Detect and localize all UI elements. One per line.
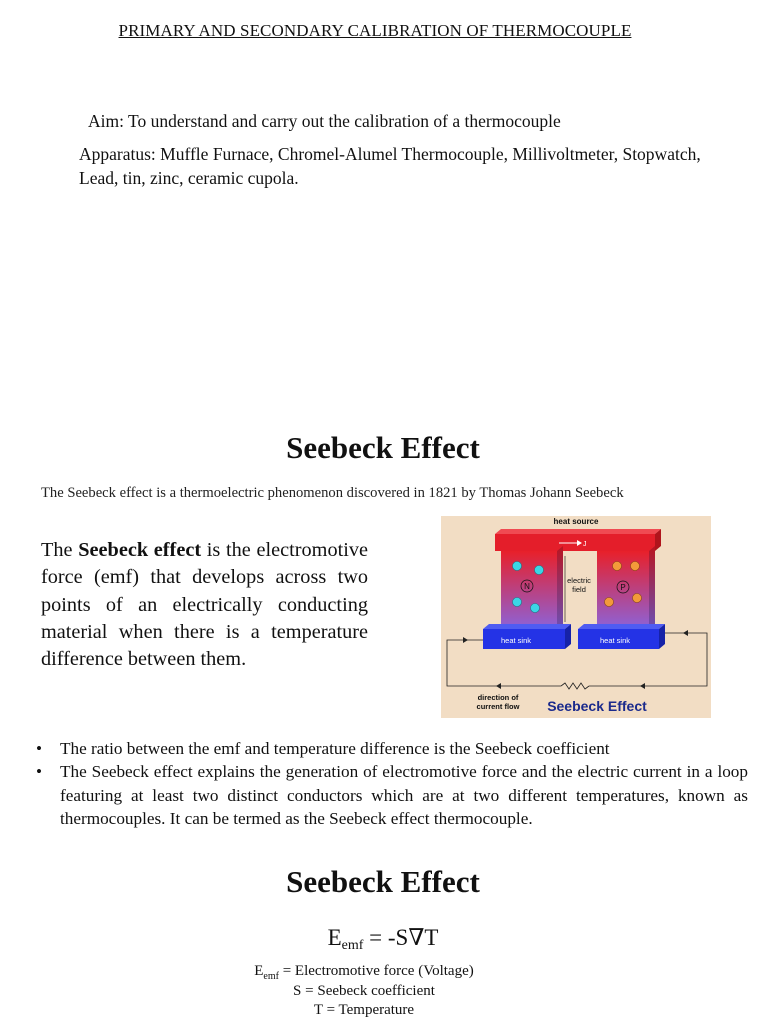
heat-source-label: heat source (553, 517, 599, 526)
legend-seebeck-coefficient (0, 983, 728, 1000)
definition-lead: The (41, 539, 79, 561)
legend-symbol: E (254, 963, 264, 979)
legend-text: = Electromotive force (Voltage) (278, 963, 474, 979)
legend-symbol: S (293, 983, 302, 999)
n-carrier-1 (513, 562, 522, 571)
bullet-text: The Seebeck effect explains the generation of electromotive force and the electric current in a loop featuring at least two distinct conductors which are at two different temperatures, known as thermocouples. It can be termed as the Seebeck effect thermocouple. (60, 762, 748, 828)
legend-symbol: T (313, 1002, 323, 1018)
p-carrier-1 (613, 562, 622, 571)
legend-text: = Temperature (322, 1002, 415, 1018)
heat-source-bar-top (495, 529, 661, 534)
bullet-marker: • (36, 739, 43, 758)
definition-body: is the electromotive force (emf) that develops across two points of an electrically conducting material when there is a temperature difference between them. (41, 539, 369, 671)
intro-text: The Seebeck effect is a thermoelectric phenomenon discovered in 1821 by Thomas Johann Seebeck (41, 485, 624, 501)
definition-term: Seebeck effect (78, 539, 202, 561)
p-leg-side (649, 546, 655, 629)
bullet-text: The ratio between the emf and temperature difference is the Seebeck coefficient (60, 739, 610, 758)
legend-emf (0, 963, 728, 982)
heat-sink-right-label: heat sink (599, 636, 631, 645)
n-carrier-4 (531, 604, 540, 613)
legend-temperature (0, 1002, 728, 1019)
n-carrier-3 (513, 598, 522, 607)
p-label: P (620, 583, 626, 592)
aim-text: Aim: To understand and carry out the calibration of a thermocouple (88, 111, 561, 131)
document-title: PRIMARY AND SECONDARY CALIBRATION OF THERMOCOUPLE (118, 21, 632, 40)
electric-field-label: electric field (567, 576, 591, 594)
heat-sink-left-top (483, 624, 571, 629)
apparatus-text: Apparatus: Muffle Furnace, Chromel-Alumel Thermocouple, Millivoltmeter, Stopwatch, Lead, tin, zinc, ceramic cupola. (79, 144, 701, 188)
formula-rhs: = -S∇T (363, 925, 439, 950)
n-label: N (524, 582, 530, 591)
list-item (36, 737, 748, 760)
p-carrier-3 (605, 598, 614, 607)
heat-sink-left-label: heat sink (500, 636, 532, 645)
definition-paragraph (41, 537, 368, 673)
j-label: J (583, 541, 587, 548)
formula-lhs: E (327, 925, 342, 950)
section-heading-seebeck-formula: Seebeck Effect (286, 864, 480, 899)
n-leg-side (557, 546, 563, 629)
bullet-marker: • (36, 762, 43, 782)
list-item (36, 760, 748, 830)
heat-sink-right-top (578, 624, 665, 629)
direction-label: direction of current flow (476, 693, 520, 711)
legend-text: = Seebeck coefficient (301, 983, 435, 999)
legend-subscript: emf (263, 971, 279, 982)
formula-lhs-sub: emf (341, 938, 364, 953)
seebeck-effect-diagram (441, 516, 711, 718)
n-carrier-2 (535, 566, 544, 575)
p-carrier-4 (633, 594, 642, 603)
bullet-list (36, 737, 748, 830)
section-heading-seebeck: Seebeck Effect (286, 430, 480, 465)
seebeck-formula (0, 925, 766, 954)
figure-caption: Seebeck Effect (547, 698, 647, 714)
p-carrier-2 (631, 562, 640, 571)
